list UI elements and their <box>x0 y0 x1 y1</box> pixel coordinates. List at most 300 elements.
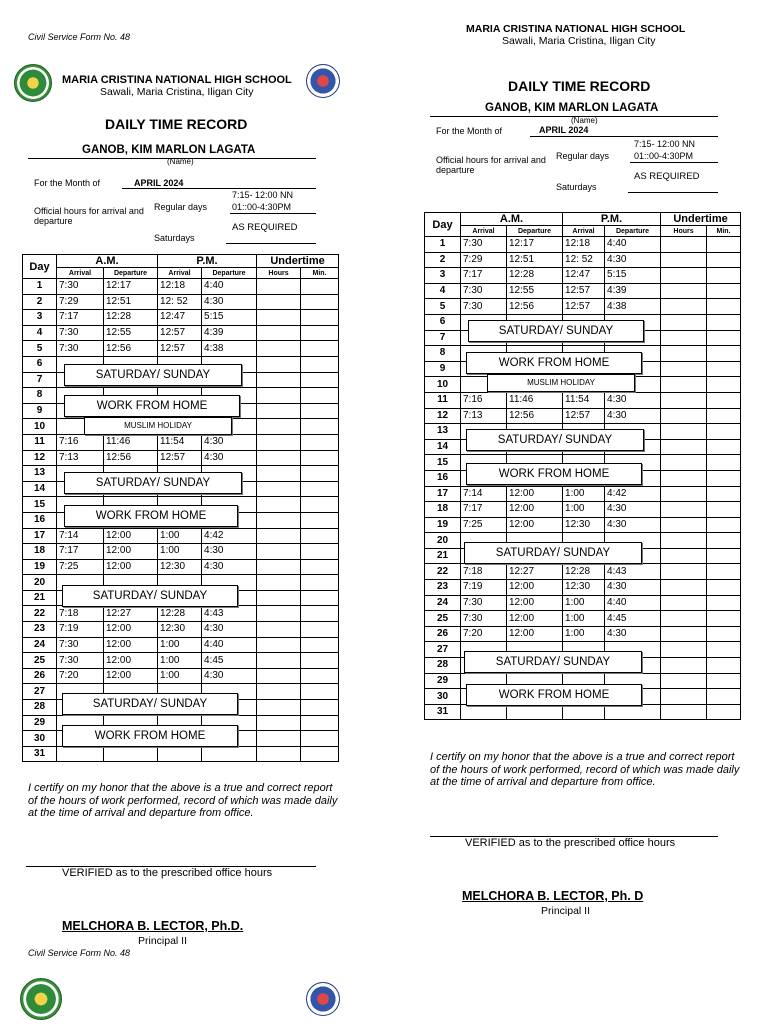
pm-departure-cell: 5:15 <box>202 310 257 326</box>
pm-arrival-cell: 11:54 <box>158 434 202 450</box>
table-row <box>425 595 741 611</box>
pm-departure-cell: 4:30 <box>605 408 661 424</box>
day-cell: 4 <box>425 283 461 299</box>
undertime-hours-cell <box>661 237 707 253</box>
weekend-label: SATURDAY/ SUNDAY <box>64 364 242 386</box>
holiday-label: MUSLIM HOLIDAY <box>487 374 635 392</box>
pm-arrival-cell: 1:00 <box>158 653 202 669</box>
undertime-min-cell <box>707 564 741 580</box>
day-cell: 19 <box>425 517 461 533</box>
am-arrival-cell: 7:17 <box>461 268 507 284</box>
table-row <box>23 528 339 544</box>
am-departure-cell: 12:00 <box>104 622 158 638</box>
table-row <box>425 408 741 424</box>
undertime-hours-cell <box>661 299 707 315</box>
am-departure-cell: 12:00 <box>507 580 563 596</box>
pm-departure-cell: 4:30 <box>202 434 257 450</box>
undertime-hours-cell <box>257 279 301 295</box>
am-departure-cell: 12:27 <box>507 564 563 580</box>
day-header: Day <box>425 213 461 237</box>
undertime-hours-cell <box>257 575 301 591</box>
undertime-hours-cell <box>661 658 707 674</box>
pm-arrival-cell: 12: 52 <box>158 294 202 310</box>
undertime-hours-cell <box>661 595 707 611</box>
regular-days-label-right: Regular days <box>556 151 610 161</box>
departure-header: Departure <box>104 268 158 279</box>
undertime-min-cell <box>707 330 741 346</box>
undertime-hours-cell <box>257 372 301 388</box>
day-cell: 20 <box>23 575 57 591</box>
pm-arrival-cell: 12:47 <box>158 310 202 326</box>
day-cell: 11 <box>23 434 57 450</box>
am-arrival-cell: 7:30 <box>57 637 104 653</box>
am-arrival-cell: 7:30 <box>57 279 104 295</box>
dtr-title-right: DAILY TIME RECORD <box>508 78 651 94</box>
am-arrival-cell: 7:16 <box>57 434 104 450</box>
am-departure-cell: 12:17 <box>104 279 158 295</box>
day-cell: 5 <box>23 341 57 357</box>
pm-departure-cell: 4:40 <box>202 279 257 295</box>
day-cell: 13 <box>425 424 461 440</box>
am-arrival-cell: 7:17 <box>57 544 104 560</box>
deped-seal-icon <box>306 64 340 98</box>
am-arrival-cell: 7:13 <box>461 408 507 424</box>
am-arrival-cell: 7:30 <box>57 653 104 669</box>
pm-departure-cell: 4:30 <box>202 559 257 575</box>
regular-days-label-left: Regular days <box>154 202 208 212</box>
undertime-min-cell <box>301 481 339 497</box>
am-departure-cell: 12:00 <box>104 668 158 684</box>
undertime-hours-cell <box>661 283 707 299</box>
table-row <box>425 626 741 642</box>
table-row <box>23 450 339 466</box>
table-row <box>425 611 741 627</box>
am-departure-cell: 12:56 <box>104 341 158 357</box>
day-cell: 12 <box>23 450 57 466</box>
hours-line-right <box>630 162 718 163</box>
pm-arrival-cell: 12:57 <box>158 450 202 466</box>
undertime-hours-cell <box>257 715 301 731</box>
month-label-left: For the Month of <box>34 178 101 188</box>
day-cell: 18 <box>425 502 461 518</box>
undertime-min-cell <box>707 658 741 674</box>
undertime-hours-cell <box>257 653 301 669</box>
day-cell: 1 <box>23 279 57 295</box>
pm-arrival-cell <box>158 746 202 762</box>
day-cell: 10 <box>425 377 461 393</box>
am-departure-cell: 12:27 <box>104 606 158 622</box>
am-departure-cell: 12:56 <box>104 450 158 466</box>
undertime-hours-cell <box>661 580 707 596</box>
undertime-min-cell <box>707 689 741 705</box>
am-departure-cell: 11:46 <box>104 434 158 450</box>
am-arrival-cell: 7:17 <box>57 310 104 326</box>
undertime-min-cell <box>301 559 339 575</box>
day-cell: 14 <box>425 439 461 455</box>
day-cell: 28 <box>23 700 57 716</box>
school-name-right: MARIA CRISTINA NATIONAL HIGH SCHOOL <box>466 23 686 35</box>
undertime-min-cell <box>301 637 339 653</box>
arrival-header: Arrival <box>57 268 104 279</box>
undertime-min-cell <box>707 314 741 330</box>
am-departure-cell: 12:00 <box>507 486 563 502</box>
undertime-hours-cell <box>257 559 301 575</box>
pm-arrival-cell: 1:00 <box>563 486 605 502</box>
undertime-min-cell <box>301 528 339 544</box>
day-cell: 22 <box>23 606 57 622</box>
undertime-hours-cell <box>257 310 301 326</box>
table-row <box>425 299 741 315</box>
undertime-min-cell <box>707 392 741 408</box>
undertime-min-cell <box>301 403 339 419</box>
undertime-min-cell <box>707 455 741 471</box>
undertime-min-cell <box>707 268 741 284</box>
day-cell: 26 <box>425 626 461 642</box>
day-cell: 11 <box>425 392 461 408</box>
table-row <box>425 502 741 518</box>
pm-arrival-cell: 11:54 <box>563 392 605 408</box>
undertime-hours-cell <box>661 642 707 658</box>
table-row <box>425 564 741 580</box>
pm-departure-cell: 4:39 <box>605 283 661 299</box>
school-address-left: Sawali, Maria Cristina, Iligan City <box>100 86 254 98</box>
undertime-min-cell <box>301 622 339 638</box>
pm-departure-cell: 4:30 <box>202 668 257 684</box>
undertime-min-cell <box>301 700 339 716</box>
pm-departure-cell: 4:42 <box>202 528 257 544</box>
holiday-label: MUSLIM HOLIDAY <box>84 417 232 435</box>
undertime-min-cell <box>707 377 741 393</box>
undertime-min-cell <box>301 466 339 482</box>
pm-departure-cell: 4:30 <box>605 502 661 518</box>
table-row <box>23 294 339 310</box>
day-cell: 24 <box>23 637 57 653</box>
am-departure-cell: 12:56 <box>507 299 563 315</box>
table-row <box>425 392 741 408</box>
pm-departure-cell: 4:30 <box>605 580 661 596</box>
undertime-hours-cell <box>661 548 707 564</box>
undertime-hours-cell <box>257 434 301 450</box>
undertime-hours-cell <box>257 700 301 716</box>
pm-departure-cell: 4:38 <box>202 341 257 357</box>
pm-arrival-cell: 12: 52 <box>563 252 605 268</box>
undertime-min-cell <box>301 279 339 295</box>
undertime-hours-cell <box>257 403 301 419</box>
saturdays-value-right: AS REQUIRED <box>634 171 700 182</box>
wfh-label: WORK FROM HOME <box>64 395 240 417</box>
day-cell: 14 <box>23 481 57 497</box>
am-departure-cell <box>507 704 563 720</box>
pm-arrival-cell: 12:30 <box>563 517 605 533</box>
day-cell: 31 <box>425 704 461 720</box>
undertime-hours-cell <box>661 502 707 518</box>
weekend-label: SATURDAY/ SUNDAY <box>64 472 242 494</box>
day-cell: 12 <box>425 408 461 424</box>
pm-departure-cell <box>605 704 661 720</box>
departure-header: Departure <box>605 226 661 237</box>
am-arrival-cell: 7:14 <box>461 486 507 502</box>
arrival-header: Arrival <box>158 268 202 279</box>
undertime-min-cell <box>707 611 741 627</box>
day-cell: 8 <box>23 388 57 404</box>
weekend-label: SATURDAY/ SUNDAY <box>464 542 642 564</box>
am-departure-cell: 12:51 <box>507 252 563 268</box>
am-arrival-cell: 7:30 <box>461 611 507 627</box>
day-cell: 6 <box>425 314 461 330</box>
pm-arrival-cell: 12:18 <box>158 279 202 295</box>
day-cell: 22 <box>425 564 461 580</box>
undertime-min-cell <box>707 299 741 315</box>
undertime-min-cell <box>707 533 741 549</box>
undertime-min-cell <box>707 486 741 502</box>
undertime-hours-cell <box>661 424 707 440</box>
undertime-hours-cell <box>257 325 301 341</box>
hours-am-right: 7:15- 12:00 NN <box>634 139 696 149</box>
undertime-hours-cell <box>257 590 301 606</box>
day-header: Day <box>23 255 57 279</box>
undertime-header: Undertime <box>661 213 741 226</box>
am-arrival-cell: 7:29 <box>461 252 507 268</box>
wfh-label: WORK FROM HOME <box>466 684 642 706</box>
am-departure-cell: 12:00 <box>507 626 563 642</box>
school-seal-icon <box>14 64 52 102</box>
table-row <box>425 237 741 253</box>
am-arrival-cell: 7:13 <box>57 450 104 466</box>
pm-departure-cell: 4:30 <box>605 517 661 533</box>
undertime-hours-cell <box>257 668 301 684</box>
signatory-left: MELCHORA B. LECTOR, Ph.D. <box>62 919 244 933</box>
day-cell: 25 <box>425 611 461 627</box>
undertime-hours-cell <box>257 419 301 435</box>
undertime-min-cell <box>301 606 339 622</box>
saturdays-label-left: Saturdays <box>154 233 195 243</box>
am-departure-cell: 12:00 <box>507 517 563 533</box>
pm-arrival-cell: 1:00 <box>158 544 202 560</box>
undertime-hours-cell <box>661 673 707 689</box>
undertime-min-cell <box>301 310 339 326</box>
table-row <box>23 310 339 326</box>
dtr-title-left: DAILY TIME RECORD <box>105 116 248 132</box>
day-cell: 5 <box>425 299 461 315</box>
verified-left: VERIFIED as to the prescribed office hours <box>62 867 273 879</box>
day-cell: 26 <box>23 668 57 684</box>
undertime-min-cell <box>301 450 339 466</box>
day-cell: 21 <box>23 590 57 606</box>
am-departure-cell: 12:55 <box>104 325 158 341</box>
pm-departure-cell: 4:40 <box>605 595 661 611</box>
certification-right: I certify on my honor that the above is a true and correct report of the hours of work performed, record of which was made daily at the time of arrival and departure from office. <box>430 751 740 788</box>
pm-arrival-cell: 1:00 <box>158 528 202 544</box>
undertime-hours-cell <box>257 637 301 653</box>
pm-departure-cell <box>202 746 257 762</box>
undertime-min-cell <box>301 497 339 513</box>
undertime-hours-cell <box>661 377 707 393</box>
min-header: Min. <box>301 268 339 279</box>
pm-arrival-cell: 1:00 <box>563 595 605 611</box>
form-number-bottom: Civil Service Form No. 48 <box>28 948 131 958</box>
am-departure-cell: 12:55 <box>507 283 563 299</box>
am-departure-cell: 12:00 <box>507 502 563 518</box>
undertime-min-cell <box>301 294 339 310</box>
undertime-hours-cell <box>661 252 707 268</box>
undertime-hours-cell <box>661 470 707 486</box>
undertime-hours-cell <box>661 564 707 580</box>
am-departure-cell: 12:28 <box>104 310 158 326</box>
undertime-min-cell <box>707 548 741 564</box>
form-number-left: Civil Service Form No. 48 <box>28 32 131 42</box>
am-departure-cell: 12:00 <box>104 544 158 560</box>
table-row <box>23 746 339 762</box>
table-row <box>425 252 741 268</box>
undertime-hours-cell <box>257 294 301 310</box>
signatory-right: MELCHORA B. LECTOR, Ph. D <box>462 889 644 903</box>
undertime-min-cell <box>301 715 339 731</box>
undertime-hours-cell <box>661 314 707 330</box>
undertime-min-cell <box>707 704 741 720</box>
undertime-min-cell <box>301 419 339 435</box>
am-departure-cell: 12:17 <box>507 237 563 253</box>
pm-departure-cell: 4:43 <box>605 564 661 580</box>
undertime-min-cell <box>301 653 339 669</box>
pm-departure-cell: 5:15 <box>605 268 661 284</box>
pm-arrival-cell <box>563 704 605 720</box>
day-cell: 16 <box>425 470 461 486</box>
undertime-min-cell <box>707 424 741 440</box>
pm-departure-cell: 4:45 <box>605 611 661 627</box>
day-cell: 17 <box>23 528 57 544</box>
undertime-min-cell <box>707 642 741 658</box>
month-value-right: APRIL 2024 <box>539 125 589 135</box>
undertime-min-cell <box>707 595 741 611</box>
undertime-min-cell <box>707 361 741 377</box>
table-row <box>23 637 339 653</box>
pm-arrival-cell: 1:00 <box>158 637 202 653</box>
am-departure-cell: 12:00 <box>104 637 158 653</box>
undertime-hours-cell <box>661 486 707 502</box>
name-caption-right: (Name) <box>571 116 598 125</box>
undertime-hours-cell <box>661 517 707 533</box>
hours-am-left: 7:15- 12:00 NN <box>232 190 294 200</box>
table-row <box>23 653 339 669</box>
pm-departure-cell: 4:30 <box>202 294 257 310</box>
undertime-hours-cell <box>257 622 301 638</box>
saturdays-line-right <box>628 192 718 193</box>
day-cell: 17 <box>425 486 461 502</box>
table-row <box>23 341 339 357</box>
undertime-hours-cell <box>661 455 707 471</box>
day-cell: 1 <box>425 237 461 253</box>
pm-departure-cell: 4:30 <box>605 626 661 642</box>
am-arrival-cell: 7:30 <box>57 325 104 341</box>
undertime-min-cell <box>301 684 339 700</box>
table-row <box>23 606 339 622</box>
arrival-header: Arrival <box>563 226 605 237</box>
pm-arrival-cell: 1:00 <box>563 626 605 642</box>
day-cell: 20 <box>425 533 461 549</box>
pm-arrival-cell: 12:57 <box>158 341 202 357</box>
pm-arrival-cell: 12:18 <box>563 237 605 253</box>
wfh-label: WORK FROM HOME <box>62 725 238 747</box>
certification-left: I certify on my honor that the above is a true and correct report of the hours of work performed, record of which was made daily at the time of arrival and departure from office. <box>28 782 338 819</box>
day-cell: 25 <box>23 653 57 669</box>
school-name-left: MARIA CRISTINA NATIONAL HIGH SCHOOL <box>62 74 292 86</box>
official-hours-label-right: Official hours for arrival and departure <box>436 155 546 175</box>
table-row <box>23 325 339 341</box>
table-row <box>425 704 741 720</box>
month-value-left: APRIL 2024 <box>134 178 184 188</box>
pm-arrival-cell: 1:00 <box>563 611 605 627</box>
day-cell: 19 <box>23 559 57 575</box>
deped-seal-icon <box>306 982 340 1016</box>
day-cell: 3 <box>425 268 461 284</box>
min-header: Min. <box>707 226 741 237</box>
undertime-min-cell <box>707 346 741 362</box>
day-cell: 4 <box>23 325 57 341</box>
undertime-hours-cell <box>257 512 301 528</box>
undertime-min-cell <box>707 408 741 424</box>
undertime-min-cell <box>301 746 339 762</box>
day-cell: 29 <box>23 715 57 731</box>
hours-header: Hours <box>661 226 707 237</box>
table-row <box>23 279 339 295</box>
pm-departure-cell: 4:30 <box>202 622 257 638</box>
pm-departure-cell: 4:39 <box>202 325 257 341</box>
undertime-min-cell <box>707 673 741 689</box>
undertime-hours-cell <box>661 268 707 284</box>
pm-arrival-cell: 12:30 <box>158 559 202 575</box>
signatory-title-right: Principal II <box>541 905 591 917</box>
undertime-hours-cell <box>257 481 301 497</box>
day-cell: 7 <box>425 330 461 346</box>
undertime-hours-cell <box>257 544 301 560</box>
undertime-hours-cell <box>257 450 301 466</box>
undertime-hours-cell <box>257 684 301 700</box>
weekend-label: SATURDAY/ SUNDAY <box>62 585 238 607</box>
undertime-min-cell <box>707 283 741 299</box>
am-arrival-cell: 7:30 <box>461 237 507 253</box>
pm-arrival-cell: 12:28 <box>158 606 202 622</box>
undertime-min-cell <box>301 544 339 560</box>
am-arrival-cell: 7:18 <box>57 606 104 622</box>
undertime-min-cell <box>707 252 741 268</box>
pm-arrival-cell: 12:30 <box>158 622 202 638</box>
pm-arrival-cell: 12:47 <box>563 268 605 284</box>
pm-arrival-cell: 12:57 <box>158 325 202 341</box>
pm-departure-cell: 4:30 <box>202 544 257 560</box>
am-arrival-cell: 7:25 <box>461 517 507 533</box>
undertime-min-cell <box>301 590 339 606</box>
month-line-left <box>122 188 316 189</box>
table-row <box>23 559 339 575</box>
undertime-hours-cell <box>257 746 301 762</box>
day-cell: 2 <box>425 252 461 268</box>
table-row <box>425 517 741 533</box>
am-arrival-cell: 7:19 <box>57 622 104 638</box>
weekend-label: SATURDAY/ SUNDAY <box>464 651 642 673</box>
hours-header: Hours <box>257 268 301 279</box>
am-arrival-cell: 7:29 <box>57 294 104 310</box>
pm-departure-cell: 4:30 <box>605 392 661 408</box>
pm-departure-cell: 4:40 <box>605 237 661 253</box>
day-cell: 27 <box>23 684 57 700</box>
undertime-hours-cell <box>661 439 707 455</box>
am-departure-cell: 12:00 <box>507 595 563 611</box>
pm-departure-cell: 4:40 <box>202 637 257 653</box>
departure-header: Departure <box>507 226 563 237</box>
am-arrival-cell: 7:16 <box>461 392 507 408</box>
month-line-right <box>530 136 718 137</box>
undertime-hours-cell <box>257 497 301 513</box>
